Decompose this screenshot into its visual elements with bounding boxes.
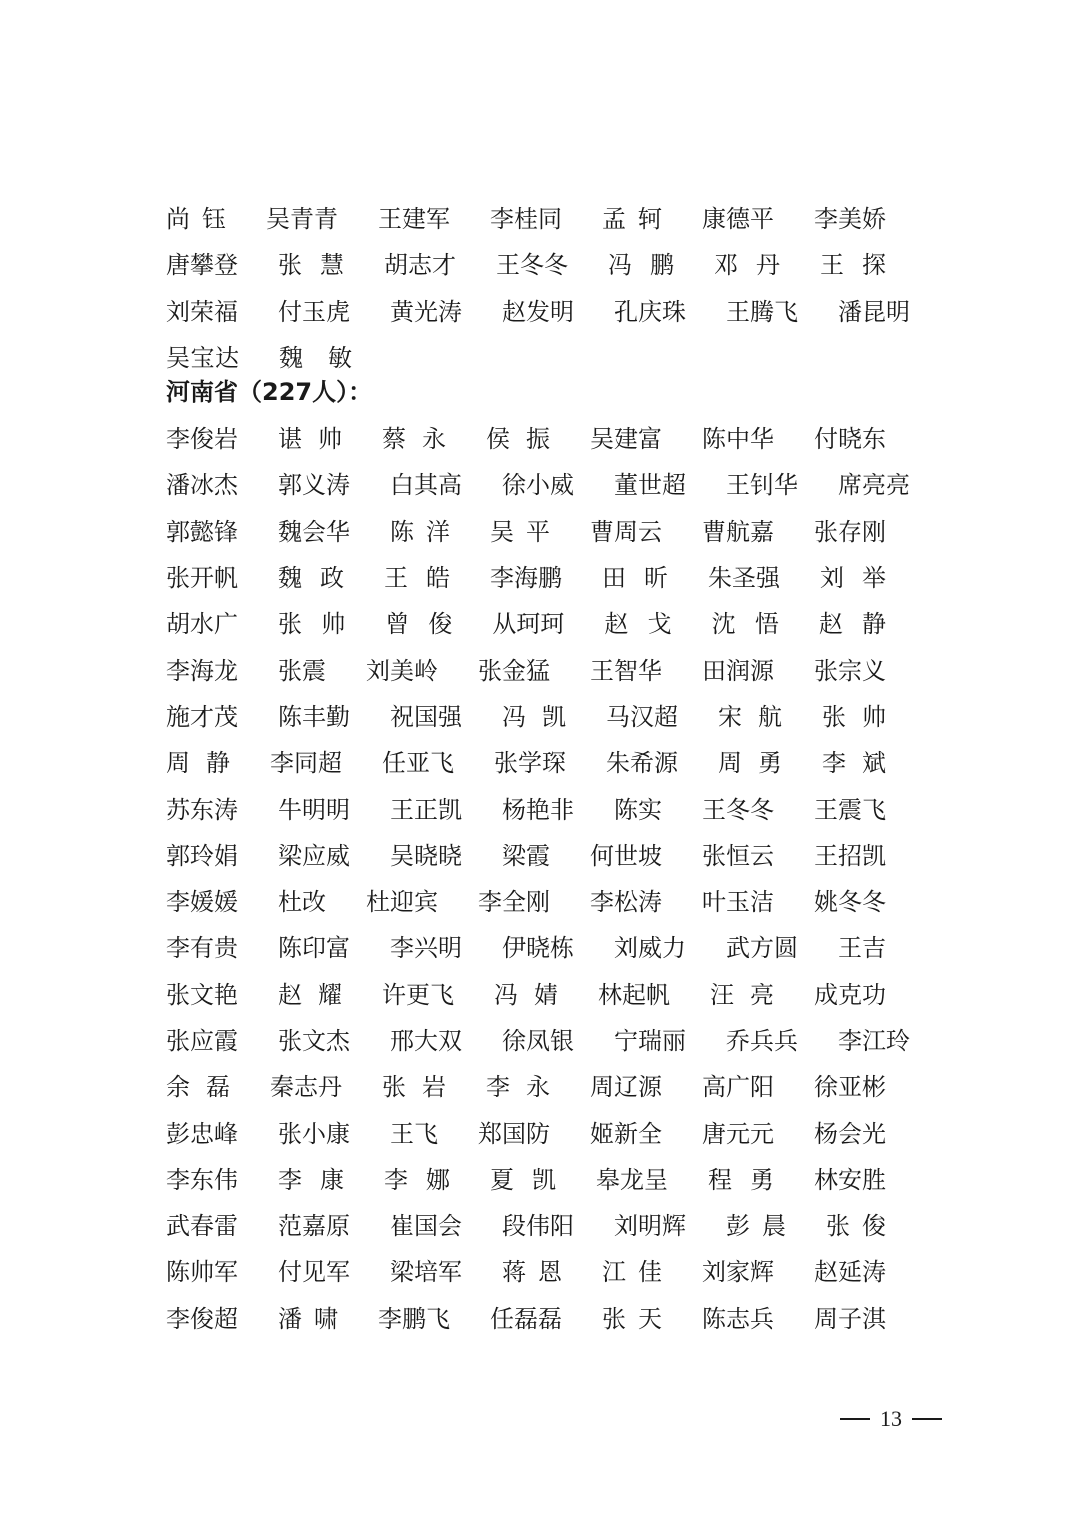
person-name: 秦 志 丹	[270, 1073, 342, 1102]
person-name: 张 文 杰	[278, 1027, 350, 1055]
name-row	[166, 1203, 926, 1249]
person-name: 李 娜	[384, 1165, 450, 1194]
person-name: 邢 大 双	[390, 1027, 462, 1055]
person-name: 李 东 伟	[166, 1165, 238, 1194]
person-name: 席 亮 亮	[838, 471, 910, 500]
person-name: 伊 晓 栋	[502, 934, 574, 963]
person-name: 曾 俊	[385, 610, 453, 639]
person-name: 张 文 艳	[166, 980, 238, 1009]
person-name: 吴 晓 晓	[390, 841, 462, 870]
person-name: 蒋 恩	[502, 1258, 562, 1287]
person-name: 张 小 康	[278, 1119, 350, 1148]
person-name: 陈 洋	[390, 517, 450, 546]
person-name: 施 才 茂	[166, 702, 238, 731]
person-name: 孔 庆 珠	[614, 297, 686, 326]
person-name: 程 勇	[708, 1165, 774, 1194]
person-name: 刘 美 岭	[366, 656, 438, 685]
person-name: 潘 冰 杰	[166, 471, 238, 500]
person-name: 李 海 龙	[166, 656, 238, 685]
name-row	[166, 1157, 926, 1203]
person-name: 冯 婧	[494, 980, 558, 1009]
person-name: 宁 瑞 丽	[614, 1027, 686, 1055]
person-name: 付 见 军	[278, 1258, 350, 1287]
person-name: 李 斌	[822, 749, 886, 778]
person-name: 胡 水 广	[166, 610, 238, 639]
name-row	[166, 1249, 926, 1295]
person-name: 杜 迎 宾	[366, 888, 438, 917]
person-name: 杜 改	[278, 888, 326, 917]
person-name: 刘 荣 福	[166, 297, 238, 326]
person-name: 付 玉 虎	[278, 297, 350, 326]
name-row	[166, 555, 926, 601]
person-name: 李 有 贵	[166, 934, 238, 963]
person-name: 任 磊 磊	[490, 1304, 562, 1333]
name-row	[166, 462, 926, 508]
person-name: 吴 宝 达	[166, 344, 239, 373]
person-name: 赵 耀	[278, 980, 342, 1009]
person-name: 张 震	[278, 656, 326, 685]
person-name: 刘 明 辉	[614, 1212, 686, 1241]
person-name: 王 腾 飞	[726, 297, 798, 326]
person-name: 李 永	[486, 1073, 550, 1102]
person-name: 王 飞	[390, 1119, 438, 1148]
person-name: 李 鹏 飞	[378, 1304, 450, 1333]
person-name: 王 震 飞	[814, 795, 886, 824]
person-name: 夏 凯	[490, 1165, 556, 1194]
person-name: 祝 国 强	[390, 702, 462, 731]
person-name: 林 起 帆	[598, 980, 670, 1009]
person-name: 冯 凯	[502, 702, 566, 731]
person-name: 唐 攀 登	[166, 251, 238, 280]
person-name: 梁 培 军	[390, 1258, 462, 1287]
person-name: 张 学 琛	[494, 749, 566, 778]
person-name: 魏 政	[278, 564, 344, 593]
person-name: 张 应 霞	[166, 1027, 238, 1055]
person-name: 成 克 功	[814, 980, 886, 1009]
person-name: 康 德 平	[702, 205, 774, 234]
person-name: 王 正 凯	[390, 795, 462, 824]
person-name: 吴 平	[490, 517, 550, 546]
person-name: 黄 光 涛	[390, 297, 462, 326]
person-name: 张 帅	[822, 702, 886, 731]
person-name: 田 润 源	[702, 656, 774, 685]
name-row	[166, 694, 926, 740]
person-name: 潘 啸	[278, 1304, 338, 1333]
name-row	[166, 879, 926, 925]
person-name: 刘 举	[820, 564, 886, 593]
person-name: 陈 丰 勤	[278, 702, 350, 731]
person-name: 郭 懿 锋	[166, 517, 238, 546]
person-name: 张 天	[602, 1304, 662, 1333]
person-name: 王 皓	[384, 564, 450, 593]
person-name: 苏 东 涛	[166, 795, 238, 824]
person-name: 乔 兵 兵	[726, 1027, 798, 1055]
name-row	[166, 416, 926, 462]
person-name: 赵 戈	[604, 610, 672, 639]
person-name: 从 珂 珂	[492, 610, 565, 639]
henan-name-list	[166, 416, 926, 1342]
name-row	[166, 335, 926, 381]
person-name: 陈 中 华	[702, 425, 774, 454]
person-name: 侯 振	[486, 425, 550, 454]
name-row	[166, 196, 926, 242]
person-name: 李 兴 明	[390, 934, 462, 963]
person-name: 张 帅	[278, 610, 346, 639]
person-name: 王 冬 冬	[496, 251, 568, 280]
person-name: 姚 冬 冬	[814, 888, 886, 917]
person-name: 叶 玉 洁	[702, 888, 774, 917]
person-name: 梁 霞	[502, 841, 550, 870]
person-name: 李 同 超	[270, 749, 342, 778]
person-name: 张 慧	[278, 251, 344, 280]
name-row	[166, 242, 926, 288]
person-name: 曹 周 云	[590, 517, 662, 546]
name-row	[166, 1296, 926, 1342]
person-name: 王 冬 冬	[702, 795, 774, 824]
person-name: 李 松 涛	[590, 888, 662, 917]
dash-right	[912, 1418, 942, 1420]
person-name: 白 其 高	[390, 471, 462, 500]
person-name: 陈 印 富	[278, 934, 350, 963]
person-name: 崔 国 会	[390, 1212, 462, 1241]
person-name: 周 勇	[718, 749, 782, 778]
person-name: 赵 发 明	[502, 297, 574, 326]
person-name: 姬 新 全	[590, 1119, 662, 1148]
person-name: 张 俊	[826, 1212, 886, 1241]
person-name: 许 更 飞	[382, 980, 454, 1009]
person-name: 朱 圣 强	[708, 564, 780, 593]
person-name: 彭 晨	[726, 1212, 786, 1241]
person-name: 陈 志 兵	[702, 1304, 774, 1333]
name-row	[166, 509, 926, 555]
person-name: 王 智 华	[590, 656, 662, 685]
person-name: 王 探	[820, 251, 886, 280]
person-name: 何 世 坡	[590, 841, 662, 870]
person-name: 皋 龙 呈	[596, 1165, 668, 1194]
name-row	[166, 740, 926, 786]
person-name: 张 岩	[382, 1073, 446, 1102]
person-name: 赵 延 涛	[814, 1258, 886, 1287]
person-name: 魏 敏	[279, 344, 352, 373]
person-name: 蔡 永	[382, 425, 446, 454]
person-name: 王 建 军	[378, 205, 450, 234]
person-name: 李 俊 岩	[166, 425, 238, 454]
person-name: 王 招 凯	[814, 841, 886, 870]
person-name: 唐 元 元	[702, 1119, 774, 1148]
person-name: 马 汉 超	[606, 702, 678, 731]
person-name: 郭 玲 娟	[166, 841, 238, 870]
person-name: 梁 应 威	[278, 841, 350, 870]
person-name: 赵 静	[818, 610, 887, 639]
person-name: 徐 亚 彬	[814, 1073, 886, 1102]
person-name: 张 金 猛	[478, 656, 550, 685]
person-name: 武 方 圆	[726, 934, 798, 963]
dash-left	[840, 1418, 870, 1420]
person-name: 陈 实	[614, 795, 662, 824]
person-name: 吴 建 富	[590, 425, 662, 454]
person-name: 刘 家 辉	[702, 1258, 774, 1287]
person-name: 尚 钰	[166, 205, 226, 234]
person-name: 杨 会 光	[814, 1119, 886, 1148]
person-name: 高 广 阳	[702, 1073, 774, 1102]
person-name: 余 磊	[166, 1073, 230, 1102]
name-row	[166, 289, 926, 335]
person-name: 任 亚 飞	[382, 749, 454, 778]
person-name: 冯 鹏	[608, 251, 674, 280]
person-name: 张 开 帆	[166, 564, 238, 593]
person-name: 谌 帅	[278, 425, 342, 454]
person-name: 李 海 鹏	[490, 564, 562, 593]
person-name: 王 钊 华	[726, 471, 798, 500]
person-name: 李 桂 同	[490, 205, 562, 234]
person-name: 吴 青 青	[266, 205, 338, 234]
person-name: 林 安 胜	[814, 1165, 886, 1194]
person-name: 陈 帅 军	[166, 1258, 238, 1287]
person-name: 郑 国 防	[478, 1119, 550, 1148]
person-name: 李 康	[278, 1165, 344, 1194]
person-name: 潘 昆 明	[838, 297, 910, 326]
person-name: 付 晓 东	[814, 425, 886, 454]
person-name: 沈 悟	[711, 610, 779, 639]
name-row	[166, 601, 926, 647]
person-name: 魏 会 华	[278, 517, 350, 546]
name-row	[166, 786, 926, 832]
person-name: 郭 义 涛	[278, 471, 350, 500]
person-name: 徐 小 威	[502, 471, 574, 500]
person-name: 徐 凤 银	[502, 1027, 574, 1055]
name-row	[166, 1064, 926, 1110]
person-name: 李 江 玲	[838, 1027, 910, 1055]
name-row	[166, 833, 926, 879]
continued-name-list	[166, 196, 926, 381]
person-name: 王 吉	[838, 934, 886, 963]
person-name: 孟 轲	[602, 205, 662, 234]
person-name: 宋 航	[718, 702, 782, 731]
person-name: 彭 忠 峰	[166, 1119, 238, 1148]
person-name: 段 伟 阳	[502, 1212, 574, 1241]
person-name: 邓 丹	[714, 251, 780, 280]
person-name: 周 子 淇	[814, 1304, 886, 1333]
page-footer	[840, 1406, 942, 1432]
name-row	[166, 925, 926, 971]
person-name: 胡 志 才	[384, 251, 456, 280]
person-name: 李 美 娇	[814, 205, 886, 234]
person-name: 董 世 超	[614, 471, 686, 500]
section-heading-henan: 河南省（227人）：	[166, 378, 373, 406]
person-name: 张 存 刚	[814, 517, 886, 546]
person-name: 牛 明 明	[278, 795, 350, 824]
person-name: 李 媛 媛	[166, 888, 238, 917]
person-name: 李 全 刚	[478, 888, 550, 917]
person-name: 周 辽 源	[590, 1073, 662, 1102]
page-number: 13	[880, 1406, 902, 1431]
name-row	[166, 1110, 926, 1156]
person-name: 武 春 雷	[166, 1212, 238, 1241]
person-name: 张 恒 云	[702, 841, 774, 870]
person-name: 范 嘉 原	[278, 1212, 350, 1241]
name-row	[166, 972, 926, 1018]
person-name: 杨 艳 非	[502, 795, 574, 824]
person-name: 江 佳	[602, 1258, 662, 1287]
name-row	[166, 647, 926, 693]
person-name: 李 俊 超	[166, 1304, 238, 1333]
person-name: 张 宗 义	[814, 656, 886, 685]
name-row	[166, 1018, 926, 1064]
person-name: 田 昕	[602, 564, 668, 593]
person-name: 刘 威 力	[614, 934, 686, 963]
person-name: 朱 希 源	[606, 749, 678, 778]
person-name: 周 静	[166, 749, 230, 778]
person-name: 曹 航 嘉	[702, 517, 774, 546]
person-name: 汪 亮	[710, 980, 774, 1009]
